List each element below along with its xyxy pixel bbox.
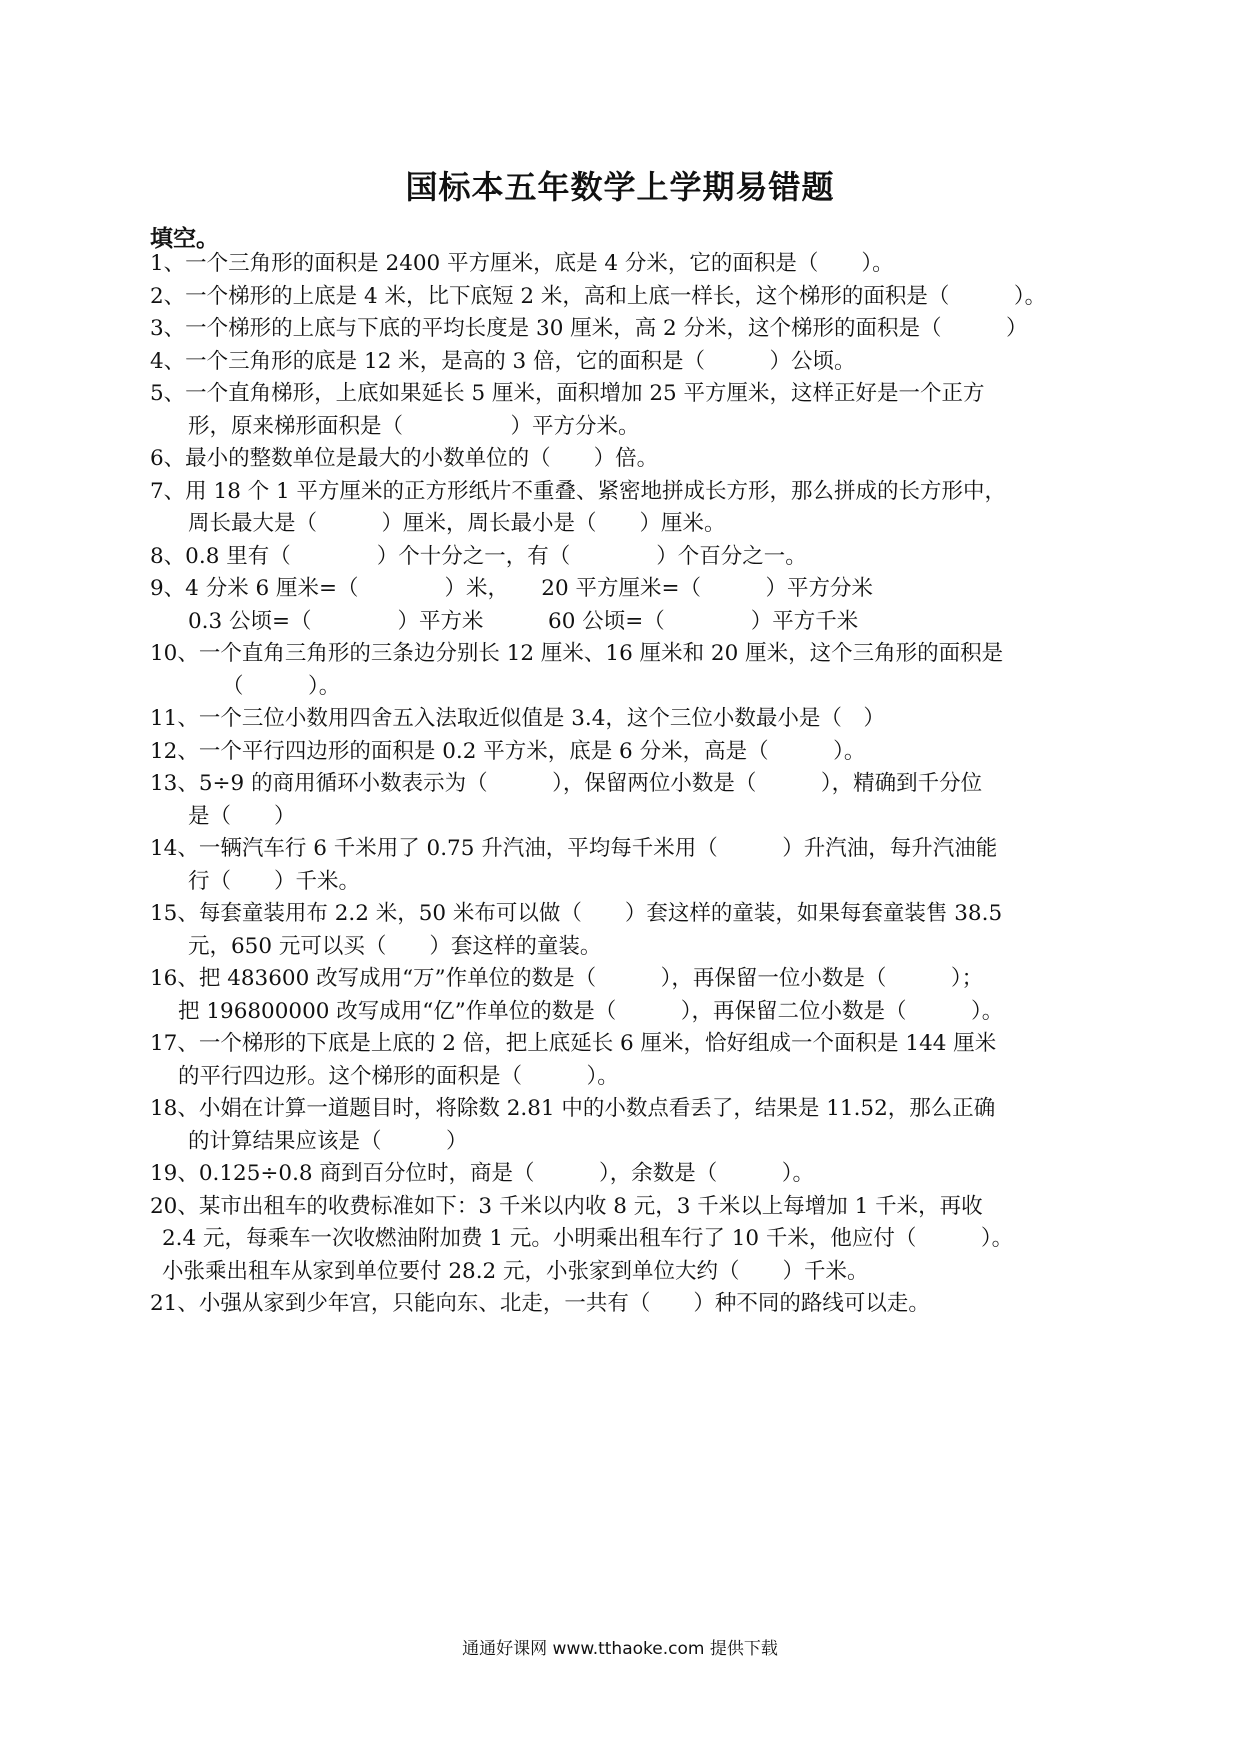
footer-credit: 通通好课网 www.tthaoke.com 提供下载 [462, 1639, 778, 1659]
question-line: 18、小娟在计算一道题目时，将除数 2.81 中的小数点看丢了，结果是 11.52，那么正确 [150, 1096, 996, 1121]
page-title: 国标本五年数学上学期易错题 [405, 168, 835, 206]
question-line: 1、一个三角形的面积是 2400 平方厘米，底是 4 分米，它的面积是（ ）。 [150, 251, 894, 276]
question-line: 5、一个直角梯形，上底如果延长 5 厘米，面积增加 25 平方厘米，这样正好是一个正方 [150, 381, 985, 406]
question-list [150, 248, 1100, 1321]
question-line: 21、小强从家到少年宫，只能向东、北走，一共有（ ）种不同的路线可以走。 [150, 1291, 930, 1316]
question-line-continuation: 小张乘出租车从家到单位要付 28.2 元，小张家到单位大约（ ）千米。 [162, 1258, 869, 1284]
question-line-continuation: 2.4 元，每乘车一次收燃油附加费 1 元。小明乘出租车行了 10 千米，他应付（ ）。 [162, 1226, 1014, 1251]
question-line-continuation: （ ）。 [222, 673, 341, 699]
question-line: 8、0.8 里有（ ）个十分之一，有（ ）个百分之一。 [150, 543, 807, 569]
question-line: 14、一辆汽车行 6 千米用了 0.75 升汽油，平均每千米用（ ）升汽油，每升汽油能 [150, 836, 998, 861]
question-line: 17、一个梯形的下底是上底的 2 倍，把上底延长 6 厘米，恰好组成一个面积是 144 厘米 [150, 1031, 997, 1056]
question-line-continuation: 元，650 元可以买（ ）套这样的童装。 [188, 933, 602, 959]
question-line-continuation: 0.3 公顷=（ ）平方米 60 公顷=（ ）平方千米 [188, 608, 859, 634]
question-line: 9、4 分米 6 厘米=（ ）米， 20 平方厘米=（ ）平方分米 [150, 576, 874, 601]
question-line: 7、用 18 个 1 平方厘米的正方形纸片不重叠、紧密地拼成长方形，那么拼成的长方形中， [150, 478, 1007, 504]
question-line: 13、5÷9 的商用循环小数表示为（ ），保留两位小数是（ ），精确到千分位 [150, 771, 983, 796]
question-line-continuation: 行（ ）千米。 [188, 868, 361, 894]
question-line: 19、0.125÷0.8 商到百分位时，商是（ ），余数是（ ）。 [150, 1161, 814, 1186]
question-line-continuation: 的平行四边形。这个梯形的面积是（ ）。 [178, 1063, 619, 1089]
question-line: 6、最小的整数单位是最大的小数单位的（ ）倍。 [150, 446, 659, 471]
question-line-continuation: 的计算结果应该是（ ） [188, 1128, 468, 1154]
question-line-continuation: 是（ ） [188, 803, 296, 829]
question-line: 2、一个梯形的上底是 4 米，比下底短 2 米，高和上底一样长，这个梯形的面积是（ ）。 [150, 283, 1047, 309]
question-line: 10、一个直角三角形的三条边分别长 12 厘米、16 厘米和 20 厘米，这个三角形的面积是 [150, 641, 1004, 666]
question-line: 3、一个梯形的上底与下底的平均长度是 30 厘米，高 2 分米，这个梯形的面积是（ ） [150, 316, 1028, 341]
question-line-continuation: 形，原来梯形面积是（ ）平方分米。 [188, 413, 640, 439]
section-label: 填空。 [150, 225, 219, 252]
question-line: 11、一个三位小数用四舍五入法取近似值是 3.4，这个三位小数最小是（ ） [150, 706, 885, 731]
question-line: 16、把 483600 改写成用“万”作单位的数是（ ），再保留一位小数是（ ）； [150, 966, 984, 991]
question-line: 12、一个平行四边形的面积是 0.2 平方米，底是 6 分米，高是（ ）。 [150, 738, 866, 764]
question-line-continuation: 把 196800000 改写成用“亿”作单位的数是（ ），再保留二位小数是（ ）。 [178, 998, 1004, 1024]
question-line: 15、每套童装用布 2.2 米，50 米布可以做（ ）套这样的童装，如果每套童装售 38.5 [150, 901, 1003, 926]
question-line-continuation: 周长最大是（ ）厘米，周长最小是（ ）厘米。 [188, 511, 726, 536]
question-line: 4、一个三角形的底是 12 米，是高的 3 倍，它的面积是（ ）公顷。 [150, 348, 856, 374]
question-line: 20、某市出租车的收费标准如下：3 千米以内收 8 元，3 千米以上每增加 1 千米，再收 [150, 1193, 983, 1219]
